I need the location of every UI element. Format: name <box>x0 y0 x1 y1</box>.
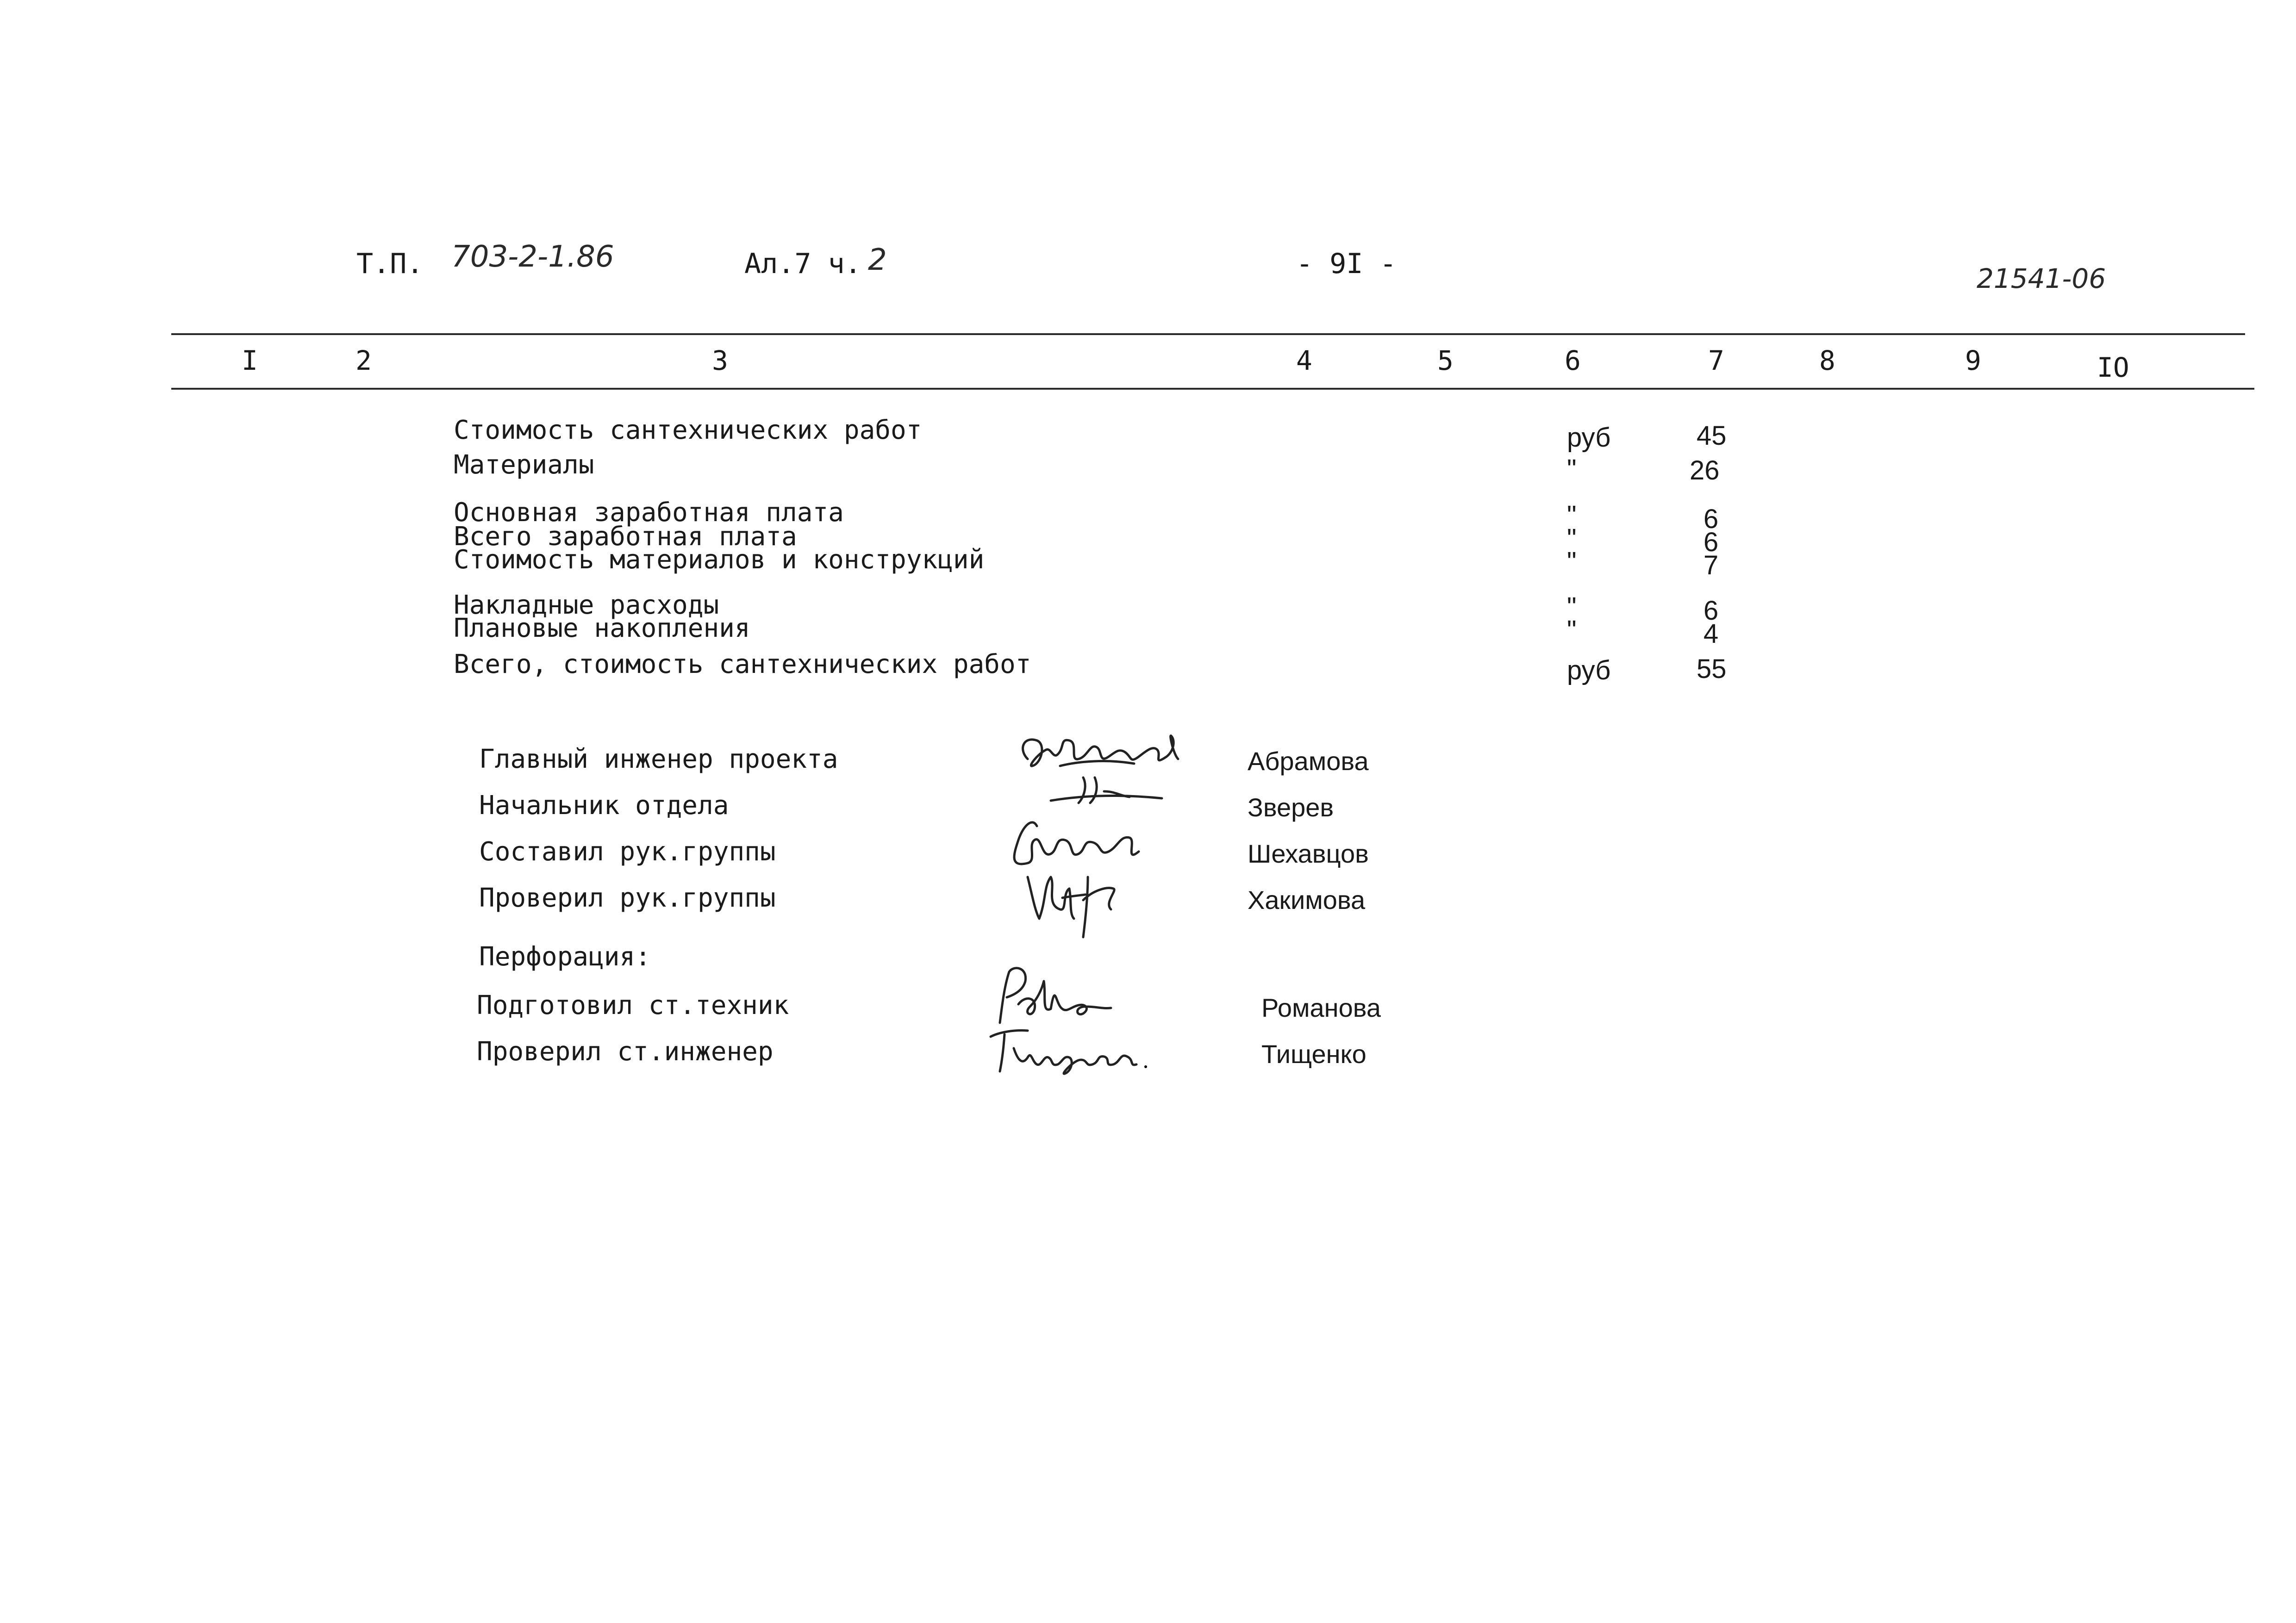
signature-name: Романова <box>1261 993 1381 1022</box>
row-label: Основная заработная плата <box>454 497 844 528</box>
album-part: 2 <box>868 243 887 277</box>
row-value: 6 <box>1703 504 1719 534</box>
handwritten-signature <box>1014 722 1199 815</box>
row-label: Материалы <box>454 450 594 480</box>
row-unit: " <box>1567 454 1577 484</box>
row-unit: " <box>1567 547 1577 577</box>
row-value: 7 <box>1703 550 1719 580</box>
column-number: 9 <box>1965 345 1981 376</box>
table-header-rule <box>171 388 2254 390</box>
row-label: Стоимость материалов и конструкций <box>454 545 985 575</box>
signature-role: Составил рук.группы <box>479 837 776 867</box>
row-value: 55 <box>1697 654 1727 684</box>
perforation-title: Перфорация: <box>479 942 651 972</box>
signature-name: Зверев <box>1248 793 1334 822</box>
row-value: 45 <box>1697 421 1727 451</box>
row-label: Стоимость сантехнических работ <box>454 415 922 445</box>
row-value: 6 <box>1703 596 1719 626</box>
row-unit: " <box>1567 592 1577 622</box>
row-value: 26 <box>1690 455 1720 485</box>
table-top-rule <box>171 333 2245 335</box>
row-label: Плановые накопления <box>454 613 750 643</box>
album-label: Ал.7 ч. <box>744 248 861 280</box>
row-unit: " <box>1567 523 1577 553</box>
column-number: 5 <box>1437 345 1454 376</box>
signature-role: Проверил рук.группы <box>479 883 776 913</box>
page-number: - 9I - <box>1296 248 1397 280</box>
column-number: 3 <box>712 345 728 376</box>
row-unit: руб <box>1567 655 1611 685</box>
row-label: Всего, стоимость сантехнических работ <box>454 649 1031 679</box>
column-number: 2 <box>356 345 372 376</box>
row-value: 4 <box>1703 619 1719 649</box>
column-number: 7 <box>1708 345 1724 376</box>
handwritten-signature <box>981 1016 1167 1081</box>
tp-number: 703-2-1.86 <box>451 240 614 274</box>
signature-role: Проверил ст.инженер <box>477 1037 774 1067</box>
column-number: 8 <box>1819 345 1835 376</box>
document-code: 21541-06 <box>1977 263 2106 294</box>
signature-role: Главный инженер проекта <box>479 744 838 774</box>
column-number: IO <box>2097 352 2129 383</box>
column-number: 6 <box>1565 345 1581 376</box>
column-number: I <box>242 345 258 376</box>
row-unit: " <box>1567 615 1577 645</box>
row-value: 6 <box>1703 527 1719 557</box>
tp-label: Т.П. <box>356 248 424 280</box>
signature-role: Начальник отдела <box>479 790 729 821</box>
signature-role: Подготовил ст.техник <box>477 990 789 1020</box>
handwritten-signature <box>1018 858 1129 942</box>
signature-name: Тищенко <box>1261 1039 1366 1069</box>
signature-name: Хакимова <box>1248 885 1366 914</box>
row-label: Всего заработная плата <box>454 522 797 552</box>
row-unit: руб <box>1567 423 1611 453</box>
signature-name: Шехавцов <box>1248 839 1369 868</box>
column-number: 4 <box>1296 345 1312 376</box>
row-label: Накладные расходы <box>454 590 719 620</box>
signature-name: Абрамова <box>1248 746 1369 776</box>
row-unit: " <box>1567 500 1577 530</box>
